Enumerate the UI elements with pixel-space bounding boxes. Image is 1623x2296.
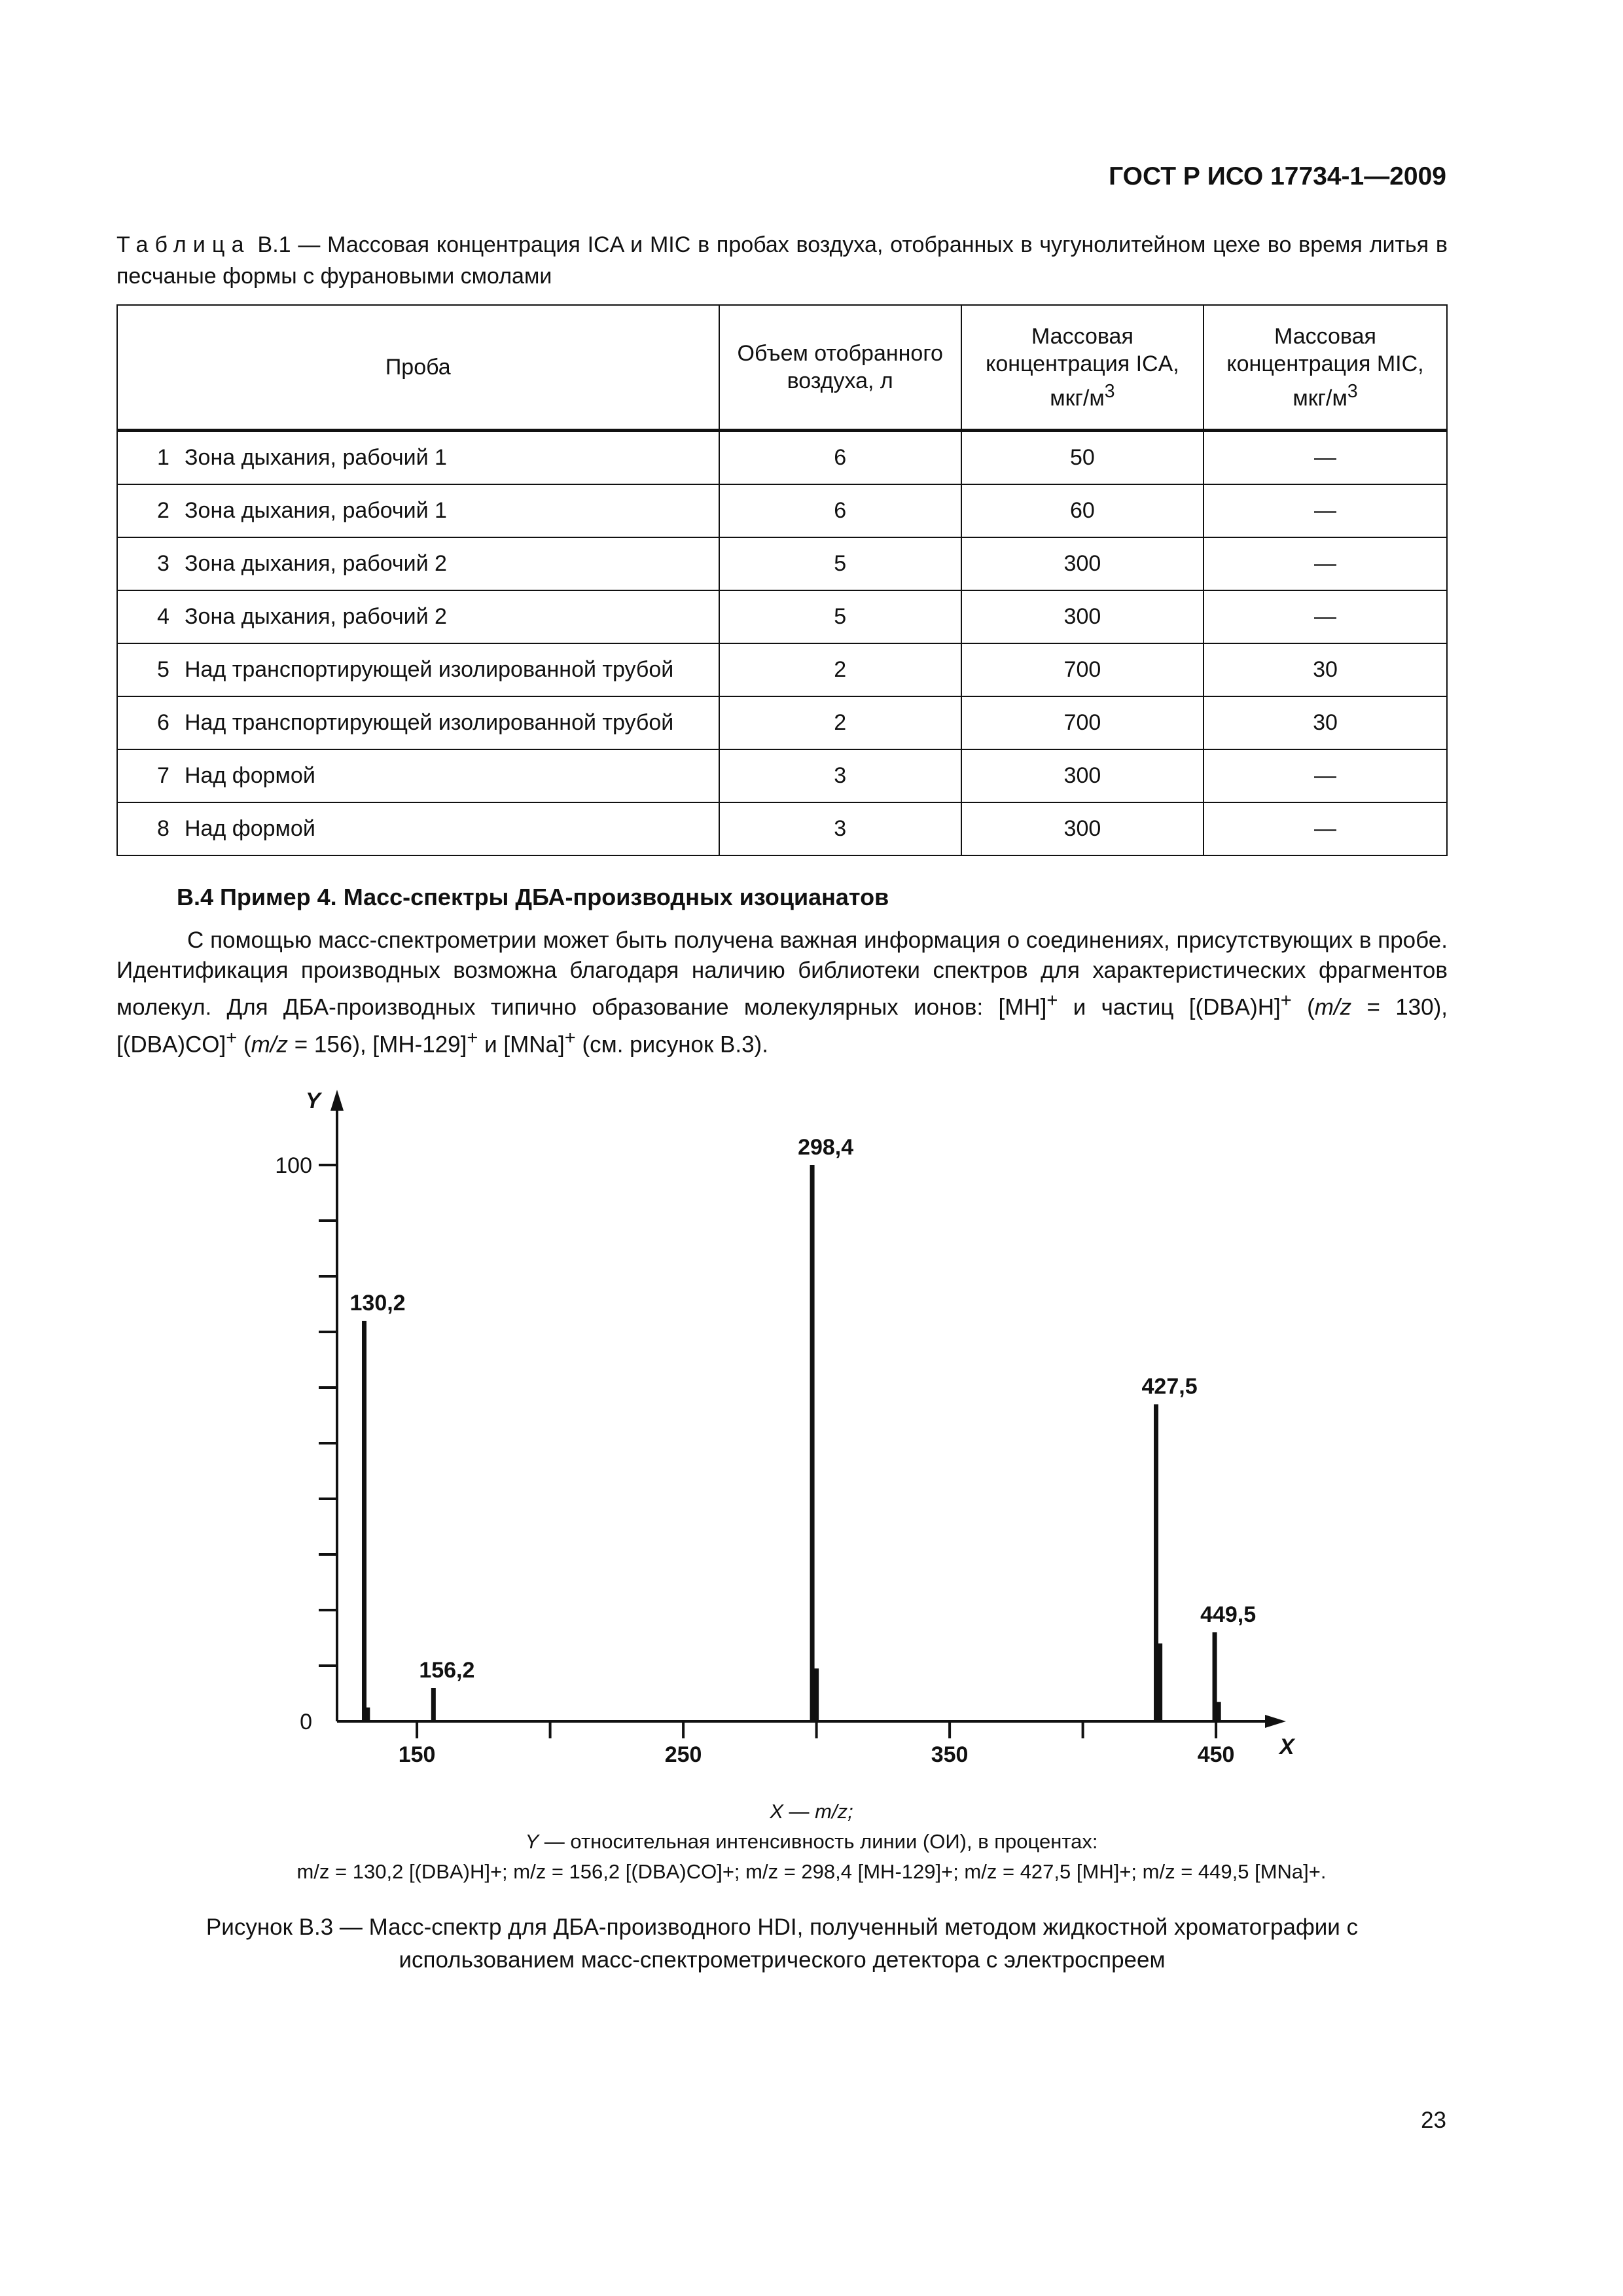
paragraph-text: и [MNa]	[478, 1031, 565, 1058]
cell-ica: 300	[961, 749, 1204, 802]
cell-ica: 300	[961, 802, 1204, 855]
cell-volume: 3	[719, 802, 961, 855]
table-row	[117, 431, 1447, 485]
document-header: ГОСТ Р ИСО 17734-1—2009	[1109, 162, 1446, 190]
sample-number: 2	[157, 498, 169, 523]
table-header-row	[117, 305, 1447, 431]
sample-number: 5	[157, 657, 169, 682]
x-tick-label: 450	[1197, 1742, 1235, 1767]
mz-symbol: m/z	[251, 1031, 289, 1058]
header-ica-line2: концентрация ICA,	[986, 351, 1179, 376]
cell-ica: 50	[961, 431, 1204, 485]
spectrum-peak	[1154, 1405, 1158, 1722]
cell-mic: 30	[1204, 696, 1447, 749]
paragraph-text: = 130), [(DBA)CO]	[116, 994, 1448, 1058]
figure-legend	[0, 1797, 1623, 1887]
cell-volume: 6	[719, 484, 961, 537]
spectrum-peak	[810, 1165, 815, 1721]
superscript-plus: +	[1046, 990, 1058, 1011]
paragraph-text: = 156), [MH-129]	[288, 1031, 467, 1058]
mass-spectrum-chart	[249, 1073, 1309, 1767]
legend-x-desc: m/z;	[815, 1800, 853, 1823]
cell-ica: 300	[961, 590, 1204, 643]
cell-sample	[117, 749, 719, 802]
legend-y-desc: относительная интенсивность линии (ОИ), в процентах:	[570, 1830, 1098, 1853]
cell-volume: 2	[719, 696, 961, 749]
section-heading: В.4 Пример 4. Масс-спектры ДБА-производных изоцианатов	[177, 884, 889, 910]
paragraph-text: и частиц [(DBA)H]	[1058, 994, 1281, 1020]
y-axis-arrow	[330, 1090, 344, 1111]
cell-volume: 6	[719, 431, 961, 485]
cell-sample	[117, 696, 719, 749]
sample-name: Зона дыхания, рабочий 2	[185, 551, 447, 576]
sample-name: Над транспортирующей изолированной трубой	[185, 657, 674, 682]
superscript-plus: +	[1280, 990, 1292, 1011]
cell-mic: —	[1204, 802, 1447, 855]
cell-sample	[117, 802, 719, 855]
cell-volume: 2	[719, 643, 961, 696]
sample-name: Зона дыхания, рабочий 2	[185, 604, 447, 629]
legend-x: X — m/z;	[770, 1800, 853, 1823]
sample-number: 7	[157, 763, 169, 788]
table-row	[117, 643, 1447, 696]
cell-ica: 60	[961, 484, 1204, 537]
spectrum-peak	[814, 1668, 819, 1721]
y-tick-label: 0	[300, 1710, 312, 1734]
sample-number: 8	[157, 816, 169, 841]
x-tick-label: 150	[398, 1742, 436, 1767]
spectrum-peak	[1158, 1643, 1162, 1721]
legend-y: Y — относительная интенсивность линии (ОИ), в процентах:	[525, 1830, 1098, 1853]
cell-mic: —	[1204, 431, 1447, 485]
table-caption-label: Таблица	[116, 232, 251, 257]
spectrum-peak	[365, 1708, 370, 1721]
paragraph-text: (	[1291, 994, 1315, 1020]
header-ica	[961, 305, 1204, 431]
x-axis-arrow	[1265, 1715, 1286, 1728]
x-tick-label: 250	[664, 1742, 702, 1767]
cell-volume: 3	[719, 749, 961, 802]
concentration-table	[116, 304, 1448, 856]
sample-name: Зона дыхания, рабочий 1	[185, 498, 447, 523]
table-row	[117, 802, 1447, 855]
superscript-plus: +	[226, 1027, 238, 1049]
table-row	[117, 590, 1447, 643]
sample-number: 3	[157, 551, 169, 576]
cell-sample	[117, 537, 719, 590]
mz-symbol: m/z	[1314, 994, 1352, 1020]
cell-ica: 700	[961, 643, 1204, 696]
header-mic-unit: мкг/м	[1293, 386, 1347, 411]
header-ica-line1: Массовая	[1031, 323, 1133, 349]
sample-number: 1	[157, 445, 169, 470]
sample-name: Над формой	[185, 763, 315, 788]
peak-label: 130,2	[349, 1291, 406, 1316]
x-axis-label: X	[1279, 1734, 1294, 1759]
header-volume: Объем отобранного воздуха, л	[719, 305, 961, 431]
cell-sample	[117, 484, 719, 537]
y-axis-label: Y	[306, 1088, 321, 1113]
header-mic-unit-exp: 3	[1347, 380, 1358, 402]
header-sample: Проба	[117, 305, 719, 431]
table-row	[117, 484, 1447, 537]
cell-mic: 30	[1204, 643, 1447, 696]
paragraph-text: (см. рисунок В.3).	[575, 1031, 768, 1058]
superscript-plus: +	[467, 1027, 478, 1049]
sample-name: Над транспортирующей изолированной трубой	[185, 710, 674, 735]
cell-volume: 5	[719, 537, 961, 590]
page-number: 23	[1421, 2108, 1446, 2133]
table-row	[117, 537, 1447, 590]
table-caption	[116, 229, 1448, 292]
cell-ica: 300	[961, 537, 1204, 590]
cell-mic: —	[1204, 484, 1447, 537]
x-tick-label: 350	[931, 1742, 969, 1767]
sample-name: Зона дыхания, рабочий 1	[185, 445, 447, 470]
table-caption-text: В.1 — Массовая концентрация ICA и MIC в пробах воздуха, отобранных в чугунолитейном цехе во время литья в песчаные формы с фурановыми смолами	[116, 232, 1448, 289]
body-paragraph	[116, 925, 1448, 1060]
peak-label: 427,5	[1141, 1374, 1198, 1399]
cell-sample	[117, 431, 719, 485]
cell-mic: —	[1204, 590, 1447, 643]
cell-volume: 5	[719, 590, 961, 643]
sample-name: Над формой	[185, 816, 315, 841]
header-ica-unit-exp: 3	[1104, 380, 1115, 402]
spectrum-peak	[1213, 1632, 1217, 1721]
cell-sample	[117, 643, 719, 696]
sample-number: 4	[157, 604, 169, 629]
spectrum-peak	[362, 1321, 366, 1721]
peak-label: 449,5	[1200, 1602, 1257, 1627]
cell-ica: 700	[961, 696, 1204, 749]
table-row	[117, 749, 1447, 802]
peak-label: 156,2	[419, 1658, 475, 1683]
header-ica-unit: мкг/м	[1050, 386, 1105, 411]
cell-sample	[117, 590, 719, 643]
legend-y-name: Y	[525, 1830, 539, 1853]
header-mic-line2: концентрация MIC,	[1226, 351, 1424, 376]
cell-mic: —	[1204, 749, 1447, 802]
header-mic-line1: Массовая	[1274, 323, 1376, 349]
legend-ions: m/z = 130,2 [(DBA)H]+; m/z = 156,2 [(DBA)CO]+; m/z = 298,4 [MH-129]+; m/z = 427,5 [MH]+; m/z = 449,5 [MNa]+.	[296, 1860, 1327, 1883]
paragraph-text: С помощью масс-спектрометрии может быть получена важная информация о соединениях, присутствующих в пробе. Идентификация производных возможна благодаря наличию библиотеки спектров для характеристических фрагментов молекул. Для ДБА-производных типично образование молекулярных ионов: [MH]	[116, 927, 1448, 1020]
legend-x-name: X	[770, 1800, 783, 1823]
sample-number: 6	[157, 710, 169, 735]
superscript-plus: +	[564, 1027, 576, 1049]
peak-label: 298,4	[798, 1135, 854, 1160]
cell-mic: —	[1204, 537, 1447, 590]
header-mic	[1204, 305, 1447, 431]
paragraph-text: (	[237, 1031, 251, 1058]
spectrum-peak	[1217, 1702, 1221, 1721]
table-row	[117, 696, 1447, 749]
spectrum-peak	[431, 1688, 436, 1721]
figure-caption: Рисунок В.3 — Масс-спектр для ДБА-производного HDI, полученный методом жидкостной хроматографии с использованием масс-спектрометрического детектора с электроспреем	[205, 1914, 1359, 1973]
y-tick-label: 100	[275, 1153, 312, 1178]
